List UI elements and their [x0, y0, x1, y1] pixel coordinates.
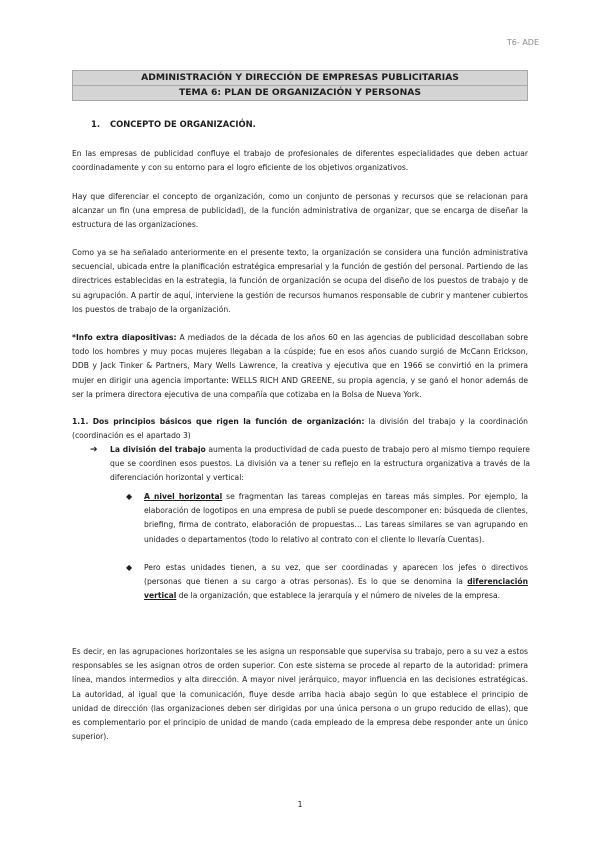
division-trabajo-label: La división del trabajo — [110, 445, 206, 454]
vertical-label: vertical — [144, 591, 177, 601]
section-title: CONCEPTO DE ORGANIZACIÓN. — [110, 119, 256, 129]
paragraph-4 — [72, 331, 528, 402]
list-item-diferenciacion-vertical — [126, 561, 528, 604]
page-code: T6- ADE — [506, 38, 539, 47]
principles-heading: 1.1. Dos principios básicos que rigen la función de organización: — [72, 417, 365, 426]
list-item-text — [144, 490, 528, 547]
info-extra-text: A mediados de la década de los años 60 en las agencias de publicidad descollaban sobre todo los hombres y muy pocas mujeres llegaban a la cúspide; fue en esos años cuando surgió de McCann Erickson, DDB y Jack Tinker & Partners, Mary Wells Lawrence, la creativa y ejecutiva que en 1966 se convirtió en la primera mujer en dirigir una agencia importante: WELLS RICH AND GREENE, su propia agencia, y se ganó el honor además de ser la primera directora ejecutiva de una compañía que cotizaba en la Bolsa de Nueva York. — [72, 333, 528, 399]
page-number: 1 — [297, 800, 303, 809]
section-heading — [91, 119, 256, 129]
diferenciacion-label: diferenciación — [467, 577, 528, 587]
list-item-nivel-horizontal — [126, 490, 528, 547]
document-title: ADMINISTRACIÓN Y DIRECCIÓN DE EMPRESAS PUBLICITARIAS — [72, 70, 528, 86]
section-number: 1. — [91, 119, 101, 129]
arrow-right-icon: ➔ — [90, 445, 98, 455]
nivel-horizontal-label: A nivel horizontal — [144, 492, 223, 501]
title-box — [72, 70, 528, 101]
paragraph-2: Hay que diferenciar el concepto de organización, como un conjunto de personas y recursos que se relacionan para alcanzar un fin (una empresa de publicidad), de la función administrativa de organizar, que se encarga de diseñar la estructura de las organizaciones. — [72, 192, 528, 230]
vertical-text-a: Pero estas unidades tienen, a su vez, que ser coordinadas y aparecen los jefes o directivos (personas que tienen a su cargo a otras personas). Es lo que se denomina la — [144, 563, 528, 587]
list-item-text — [144, 561, 528, 604]
info-extra-label: *Info extra diapositivas: — [72, 333, 177, 342]
list-item-division-trabajo — [90, 443, 530, 486]
diamond-bullet-icon: ◆ — [126, 492, 133, 501]
list-item-text — [110, 443, 530, 486]
paragraph-1: En las empresas de publicidad confluye el trabajo de profesionales de diferentes especialidades que deben actuar coordinadamente y con su entorno para el logro eficiente de los objetivos organizativos. — [72, 149, 528, 173]
paragraph-5 — [72, 415, 528, 443]
diamond-bullet-icon: ◆ — [126, 563, 133, 572]
division-trabajo-text: aumenta la productividad de cada puesto de trabajo pero al mismo tiempo requiere que se coordinen esos puestos. La división va a tener su reflejo en la estructura organizativa a través de la diferenciación horizontal y vertical: — [110, 445, 530, 483]
paragraph-6: Es decir, en las agrupaciones horizontales se les asigna un responsable que supervisa su trabajo, pero a su vez a estos responsables se les asignan otros de orden superior. Con este sistema se procede al reparto de la autoridad: primera línea, mandos intermedios y alta dirección. A mayor nivel jerárquico, mayor influencia en las decisiones estratégicas. La autoridad, al igual que la comunicación, fluye desde arriba hacia abajo según lo que establece el principio de unidad de dirección (las organizaciones deben ser dirigidas por una única persona o un grupo reducido de ellas), que es complementario por el principio de unidad de mando (cada empleado de la empresa debe responder ante un único superior). — [72, 647, 528, 742]
nivel-horizontal-text: se fragmentan las tareas complejas en tareas más simples. Por ejemplo, la elaboración de logotipos en una empresa de publi se puede descomponer en: búsqueda de clientes, briefing, firma de contrato, elaboración de propuestas… Las tareas similares se van agrupando en unidades o departamentos (todo lo relativo al contrato con el cliente lo llevaría Cuentas). — [144, 492, 529, 544]
principles-text: la división del trabajo y la coordinación (coordinación es el apartado 3) — [72, 417, 528, 441]
paragraph-3: Como ya se ha señalado anteriormente en el presente texto, la organización se considera una función administrativa secuencial, ubicada entre la planificación estratégica empresarial y la función de gestión del personal. Partiendo de las directrices establecidas en la estrategia, la función de organización se ocupa del diseño de los puestos de trabajo y de su agrupación. A partir de aquí, interviene la gestión de recursos humanos responsable de cubrir y mantener cubiertos los puestos de trabajo de la organización. — [72, 248, 528, 314]
vertical-text-b: de la organización, que establece la jerarquía y el número de niveles de la empresa. — [176, 591, 501, 601]
document-subtitle: TEMA 6: PLAN DE ORGANIZACIÓN Y PERSONAS — [72, 86, 528, 101]
